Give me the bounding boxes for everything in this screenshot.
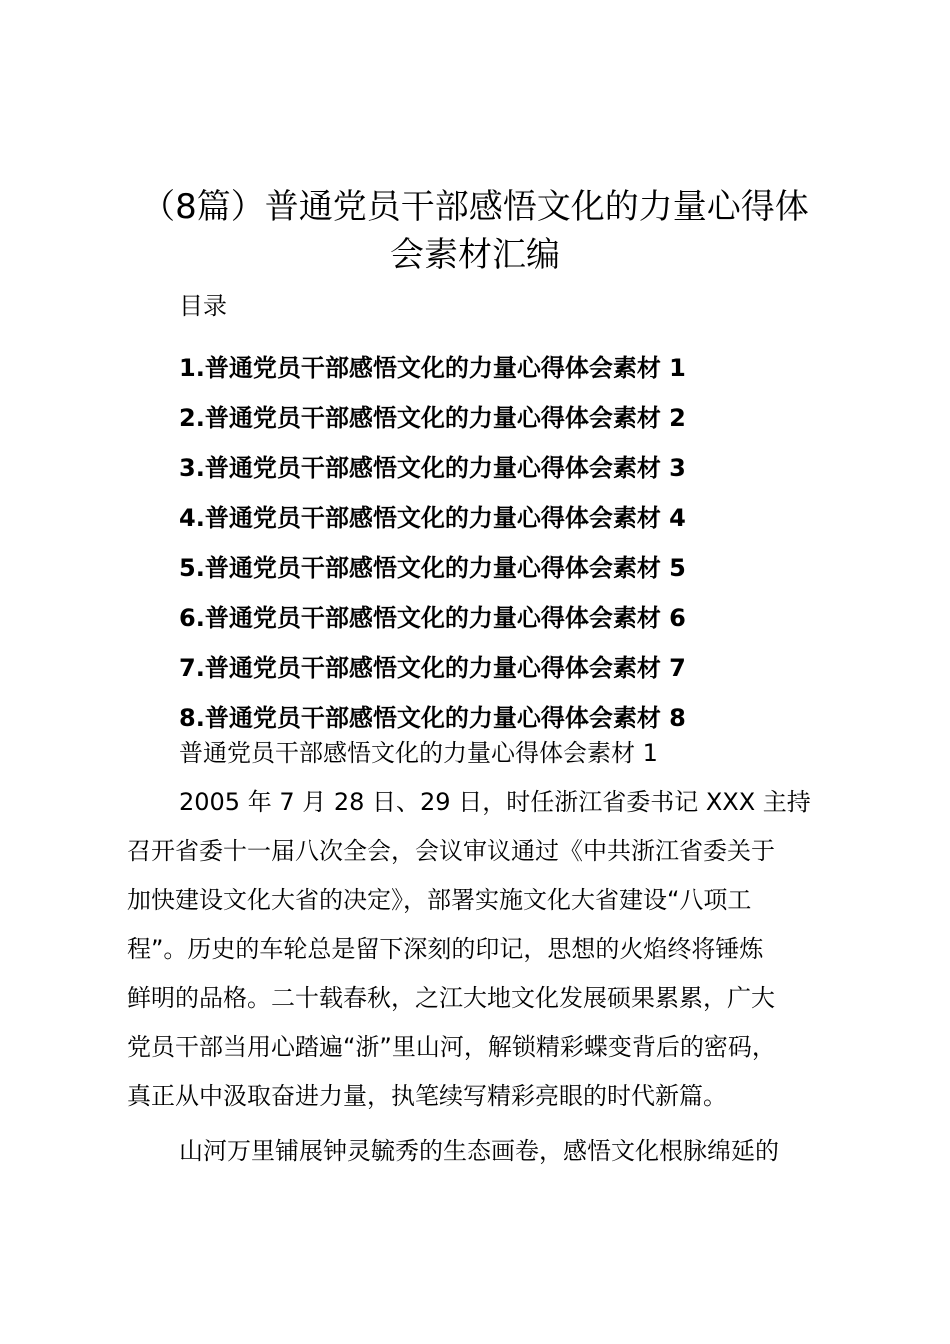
paragraph-line: 山河万里铺展钟灵毓秀的生态画卷，感悟文化根脉绵延的 [179,1137,779,1165]
paragraph-line: 2005 年 7 月 28 日、29 日，时任浙江省委书记 XXX 主持 [179,788,811,816]
paragraph-line: 程”。历史的车轮总是留下深刻的印记，思想的火焰终将锤炼 [127,935,764,963]
document-title-line-1: （8篇）普通党员干部感悟文化的力量心得体 [141,187,809,227]
document-title-line-2: 会素材汇编 [390,235,560,275]
section-title: 普通党员干部感悟文化的力量心得体会素材 1 [179,739,658,767]
paragraph-line: 召开省委十一届八次全会，会议审议通过《中共浙江省委关于 [127,837,775,865]
toc-item: 5.普通党员干部感悟文化的力量心得体会素材 5 [179,554,686,582]
paragraph-line: 鲜明的品格。二十载春秋，之江大地文化发展硕果累累，广大 [127,984,775,1012]
toc-item: 4.普通党员干部感悟文化的力量心得体会素材 4 [179,504,686,532]
table-of-contents [179,343,686,743]
paragraph-line: 加快建设文化大省的决定》，部署实施文化大省建设“八项工 [127,886,752,914]
toc-item: 2.普通党员干部感悟文化的力量心得体会素材 2 [179,404,686,432]
body-paragraph-1 [127,778,847,1121]
toc-heading: 目录 [179,292,227,320]
toc-item: 3.普通党员干部感悟文化的力量心得体会素材 3 [179,454,686,482]
toc-item: 6.普通党员干部感悟文化的力量心得体会素材 6 [179,604,686,632]
paragraph-line: 真正从中汲取奋进力量，执笔续写精彩亮眼的时代新篇。 [127,1082,727,1110]
toc-item: 8.普通党员干部感悟文化的力量心得体会素材 8 [179,704,686,732]
paragraph-line: 党员干部当用心踏遍“浙”里山河，解锁精彩蝶变背后的密码， [127,1033,776,1061]
body-paragraph-2 [127,1127,847,1176]
toc-item: 7.普通党员干部感悟文化的力量心得体会素材 7 [179,654,686,682]
toc-item: 1.普通党员干部感悟文化的力量心得体会素材 1 [179,354,686,382]
